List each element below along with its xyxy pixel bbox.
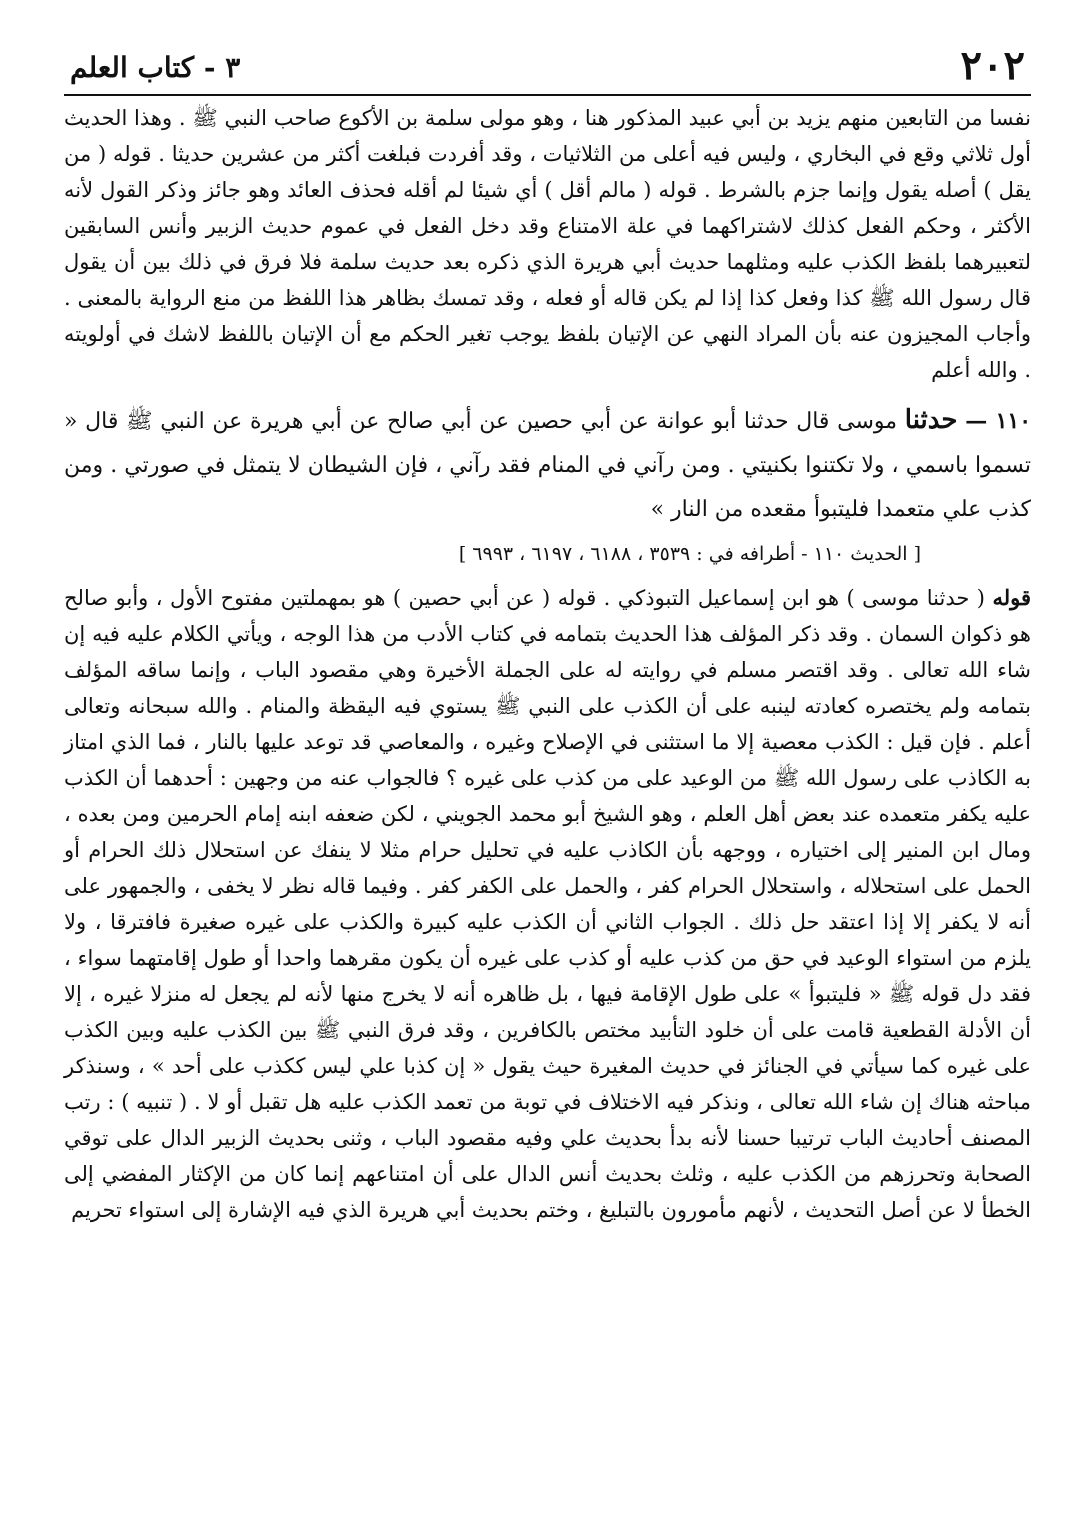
commentary-lead: قوله bbox=[992, 585, 1031, 610]
page-number: ٢٠٢ bbox=[960, 42, 1025, 89]
page bbox=[64, 40, 1031, 1500]
commentary-text: ( حدثنا موسى ) هو ابن إسماعيل التبوذكي . قوله ( عن أبي حصين ) هو بمهملتين مفتوح الأول ، وأبو صالح هو ذكوان السمان . وقد ذكر المؤلف هذا الحديث بتمامه في كتاب الأدب من هذا الوجه ، ويأتي الكلام عليه فيه إن شاء الله تعالى . وقد اقتصر مسلم في روايته له على الجملة الأخيرة وهي مقصود الباب ، وإنما ساقه المؤلف بتمامه ولم يختصره كعادته لينبه على أن الكذب على النبي ﷺ يستوي فيه اليقظة والمنام . والله سبحانه وتعالى أعلم . فإن قيل : الكذب معصية إلا ما استثنى في الإصلاح وغيره ، والمعاصي قد توعد عليها بالنار ، فما الذي امتاز به الكاذب على رسول الله ﷺ من الوعيد على من كذب على غيره ؟ فالجواب عنه من وجهين : أحدهما أن الكذب عليه يكفر متعمده عند بعض أهل العلم ، وهو الشيخ أبو محمد الجويني ، لكن ضعفه ابنه إمام الحرمين ومن بعده ، ومال ابن المنير إلى اختياره ، ووجهه بأن الكاذب عليه في تحليل حرام مثلا لا ينفك عن استحلال ذلك الحرام أو الحمل على استحلاله ، واستحلال الحرام كفر ، والحمل على الكفر كفر . وفيما قاله نظر لا يخفى ، والجمهور على أنه لا يكفر إلا إذا اعتقد حل ذلك . الجواب الثاني أن الكذب عليه كبيرة والكذب على غيره صغيرة فافترقا ، ولا يلزم من استواء الوعيد في حق من كذب عليه أو كذب على غيره أن يكون مقرهما واحدا أو طول إقامتهما سواء ، فقد دل قوله ﷺ « فليتبوأ » على طول الإقامة فيها ، بل ظاهره أنه لا يخرج منها لأنه لم يجعل له منزلا غيره ، إلا أن الأدلة القطعية قامت على أن خلود التأبيد مختص بالكافرين ، وقد فرق النبي ﷺ بين الكذب عليه وبين الكذب على غيره كما سيأتي في الجنائز في حديث المغيرة حيث يقول « إن كذبا علي ليس ككذب على أحد » ، وسنذكر مباحثه هناك إن شاء الله تعالى ، ونذكر فيه الاختلاف في توبة من تعمد الكذب عليه هل تقبل أو لا . ( تنبيه ) : رتب المصنف أحاديث الباب ترتيبا حسنا لأنه بدأ بحديث علي وفيه مقصود الباب ، وثنى بحديث الزبير الدال على توقي الصحابة وتحرزهم من الكذب عليه ، وثلث بحديث أنس الدال على أن امتناعهم إنما كان من الإكثار المفضي إلى الخطأ لا عن أصل التحديث ، لأنهم مأمورون بالتبليغ ، وختم بحديث أبي هريرة الذي فيه الإشارة إلى استواء تحريم bbox=[64, 586, 1031, 1222]
commentary bbox=[64, 580, 1031, 1228]
top-commentary: نفسا من التابعين منهم يزيد بن أبي عبيد المذكور هنا ، وهو مولى سلمة بن الأكوع صاحب النبي ﷺ . وهذا الحديث أول ثلاثي وقع في البخاري ، وليس فيه أعلى من الثلاثيات ، وقد أفردت فبلغت أكثر من عشرين حديثا . قوله ( من يقل ) أصله يقول وإنما جزم بالشرط . قوله ( مالم أقل ) أي شيئا لم أقله فحذف العائد وهو جائز وذكر القول لأنه الأكثر ، وحكم الفعل كذلك لاشتراكهما في علة الامتناع وقد دخل الفعل في عموم حديث الزبير وأنس السابقين لتعبيرهما بلفظ الكذب عليه ومثلهما حديث أبي هريرة الذي ذكره بعد حديث سلمة فلا فرق في ذلك بين أن يقول قال رسول الله ﷺ كذا وفعل كذا إذا لم يكن قاله أو فعله ، وقد تمسك بظاهر هذا اللفظ من منع الرواية بالمعنى . وأجاب المجيزون عنه بأن المراد النهي عن الإتيان بلفظ يوجب تغير الحكم مع أن الإتيان باللفظ لاشك في أولويته . والله أعلم bbox=[64, 106, 1031, 382]
page-header bbox=[64, 40, 1031, 96]
hadith-haddathana: حدثنا bbox=[904, 405, 958, 435]
hadith-number: ١١٠ — bbox=[965, 408, 1032, 434]
hadith-text: موسى قال حدثنا أبو عوانة عن أبي حصين عن أبي صالح عن أبي هريرة عن النبي ﷺ قال « تسموا باسمي ، ولا تكتنوا بكنيتي . ومن رآني في المنام فقد رآني ، فإن الشيطان لا يتمثل في صورتي . ومن كذب علي متعمدا فليتبوأ مقعده من النار » bbox=[64, 409, 1031, 522]
book-title: ٣ - كتاب العلم bbox=[70, 51, 241, 84]
hadith-block bbox=[64, 398, 1031, 532]
hadith-references: [ الحديث ١١٠ - أطرافه في : ٣٥٣٩ ، ٦١٨٨ ، ٦١٩٧ ، ٦٩٩٣ ] bbox=[458, 543, 921, 565]
